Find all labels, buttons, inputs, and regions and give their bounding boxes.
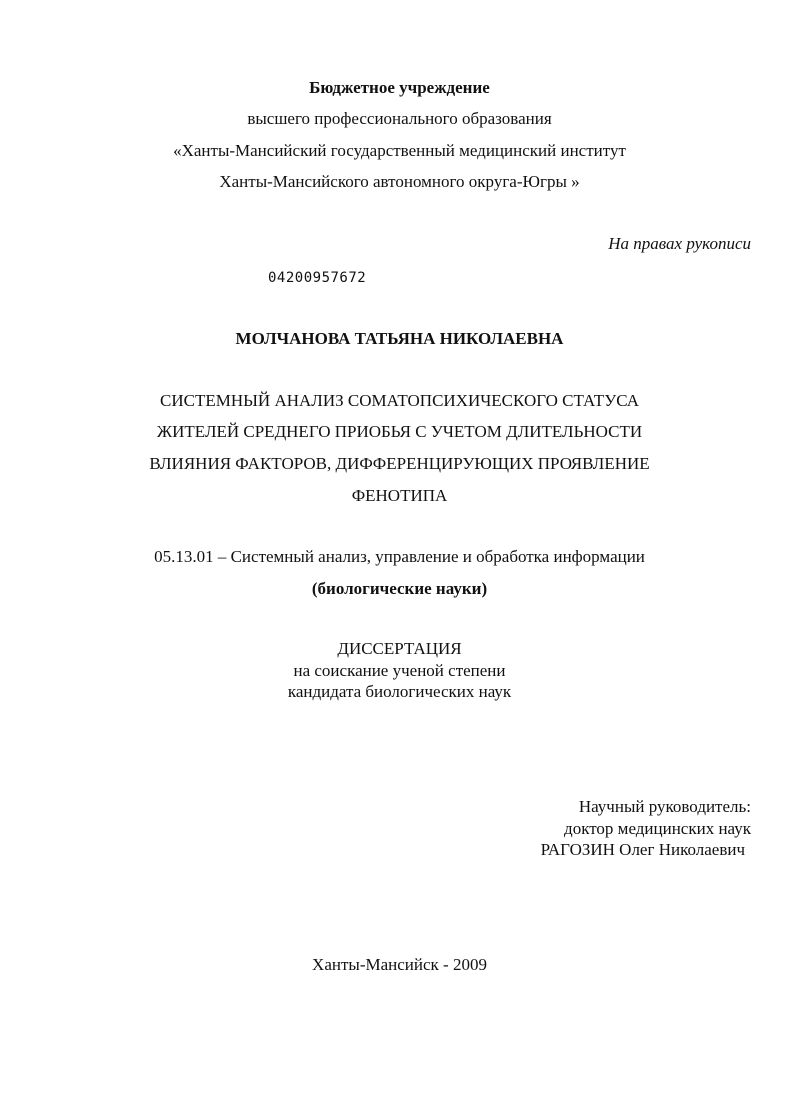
thesis-title-line-4: ФЕНОТИПА: [351, 486, 448, 505]
degree-line-1: на соискание ученой степени: [293, 661, 506, 680]
institution-line-1: Бюджетное учреждение: [309, 78, 490, 97]
thesis-title-line-2: ЖИТЕЛЕЙ СРЕДНЕГО ПРИОБЬЯ С УЧЕТОМ ДЛИТЕЛЬНОСТИ: [156, 422, 643, 441]
degree-line-2: кандидата биологических наук: [287, 682, 512, 701]
specialty-code: 05.13.01 – Системный анализ, управление и обработка информации: [154, 547, 645, 566]
registration-number: 04200957672: [268, 270, 367, 286]
author-name: МОЛЧАНОВА ТАТЬЯНА НИКОЛАЕВНА: [235, 329, 564, 348]
supervisor-degree: доктор медицинских наук: [564, 819, 751, 838]
specialty-field: (биологические науки): [311, 579, 488, 598]
place-year: Ханты-Мансийск - 2009: [312, 955, 487, 974]
institution-line-3: «Ханты-Мансийский государственный медицинский институт: [173, 141, 626, 160]
institution-line-4: Ханты-Мансийского автономного округа-Югры »: [219, 172, 580, 191]
institution-line-2: высшего профессионального образования: [247, 109, 552, 128]
thesis-title-line-1: СИСТЕМНЫЙ АНАЛИЗ СОМАТОПСИХИЧЕСКОГО СТАТУСА: [159, 391, 639, 410]
supervisor-label: Научный руководитель:: [578, 797, 751, 816]
thesis-title-line-3: ВЛИЯНИЯ ФАКТОРОВ, ДИФФЕРЕНЦИРУЮЩИХ ПРОЯВЛЕНИЕ: [149, 454, 650, 473]
supervisor-name: РАГОЗИН Олег Николаевич: [540, 840, 745, 859]
manuscript-note: На правах рукописи: [608, 234, 751, 253]
work-type-label: ДИССЕРТАЦИЯ: [337, 639, 462, 658]
